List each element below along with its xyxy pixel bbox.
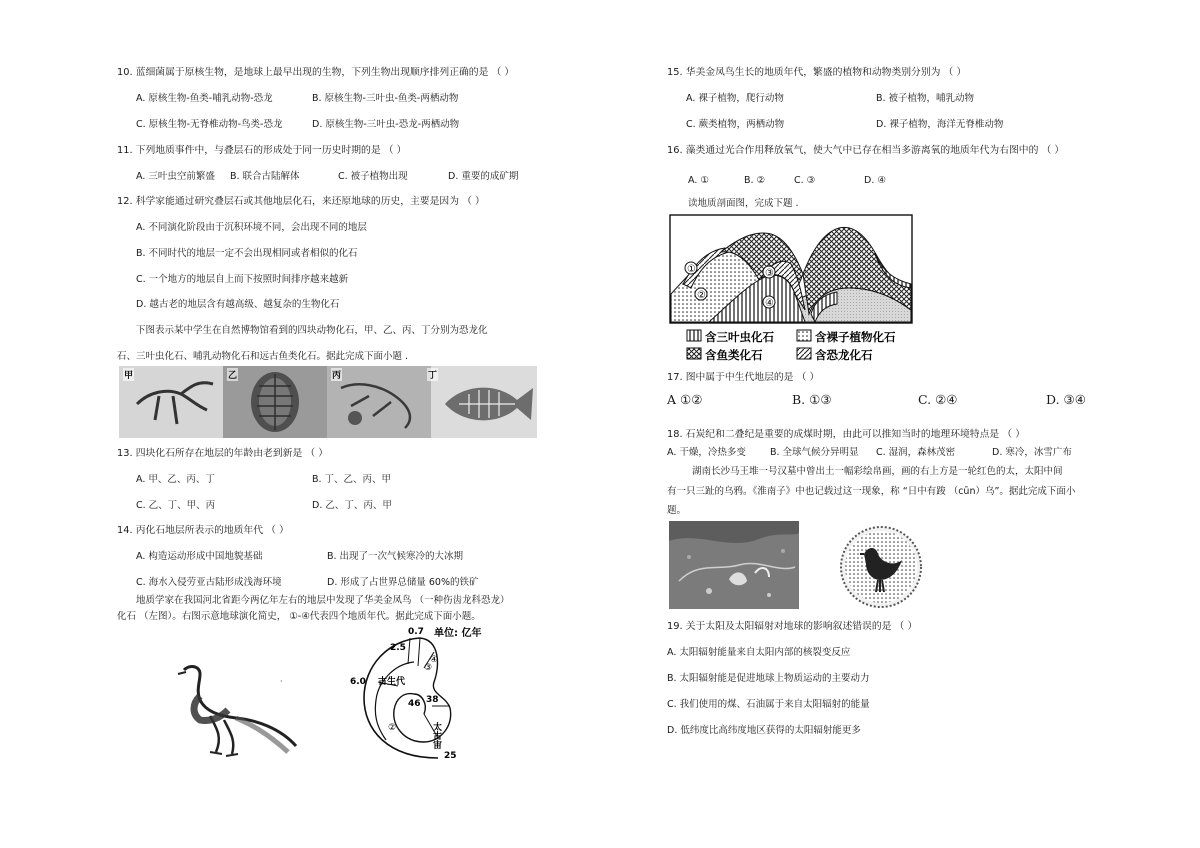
sun-crow-drawing: [836, 524, 926, 610]
q18-option-c: C. 湿润，森林茂密: [876, 447, 956, 458]
legend-swatch-fish: [687, 348, 701, 359]
q16-option-c: C. ③: [794, 175, 816, 186]
fossil-intro-line-2: 石、三叶虫化石、哺乳动物化石和远古鱼类化石。据此完成下面小题 .: [117, 351, 409, 362]
q18-option-b: B. 全球气候分异明显: [770, 447, 859, 458]
q12-option-b: B. 不同时代的地层一定不会出现相同或者相似的化石: [136, 248, 358, 259]
q12-option-d: D. 越古老的地层含有越高级、越复杂的生物化石: [136, 299, 340, 310]
q13-option-a: A. 甲、乙、丙、丁: [136, 474, 215, 485]
q19-option-c: C. 我们使用的煤、石油属于来自太阳辐射的能量: [667, 699, 870, 710]
q16-option-b: B. ②: [744, 175, 766, 186]
spiral-marker-3: ③: [424, 663, 433, 673]
q15-option-b: B. 被子植物，哺乳动物: [876, 93, 975, 104]
spiral-marker-4: ④: [430, 655, 439, 665]
q19-option-d: D. 低纬度比高纬度地区获得的太阳辐射能更多: [667, 725, 861, 736]
q19-stem: 19. 关于太阳及太阳辐射对地球的影响叙述错误的是 （ ）: [667, 621, 918, 632]
geological-cross-section: [669, 214, 913, 364]
q14-option-c: C. 海水入侵劳亚古陆形成浅海环境: [136, 577, 282, 588]
q15-option-c: C. 蕨类植物，两栖动物: [686, 119, 785, 130]
legend-swatch-trilobite: [687, 330, 701, 341]
crow-intro-line-1: 湖南长沙马王堆一号汉墓中曾出土一幅彩绘帛画，画的右上方是一轮红色的太，太阳中间: [692, 466, 1063, 477]
q11-option-a: A. 三叶虫空前繁盛: [136, 171, 215, 182]
q14-option-b: B. 出现了一次气候寒冷的大冰期: [327, 551, 464, 562]
crow-intro-line-3: 题。: [667, 505, 687, 516]
q13-option-b: B. 丁、乙、丙、甲: [312, 474, 392, 485]
q10-stem: 10. 蓝细菌属于原核生物，是地球上最早出现的生物，下列生物出现顺序排列正确的是 （ ）: [117, 67, 515, 78]
q15-option-d: D. 裸子植物，海洋无脊椎动物: [876, 119, 1004, 130]
stray-mark: ·: [280, 677, 283, 686]
q19-option-a: A. 太阳辐射能量来自太阳内部的核裂变反应: [667, 647, 851, 658]
spiral-era-archean: 太古宙: [431, 722, 441, 749]
spiral-era-paleozoic: 古生代: [378, 677, 406, 687]
q15-stem: 15. 华美金凤鸟生长的地质年代，繁盛的植物和动物类别分别为 （ ）: [667, 67, 967, 78]
fossil-photo-strip: [119, 366, 537, 438]
q11-option-c: C. 被子植物出现: [338, 171, 408, 182]
legend-swatch-gymnosperm: [797, 330, 811, 341]
section-marker-2: ②: [697, 290, 706, 301]
q19-option-b: B. 太阳辐射能是促进地球上物质运动的主要动力: [667, 673, 870, 684]
bird-intro-line-2: 化石 （左图）。右图示意地球演化简史， ①-④代表四个地质年代。据此完成下面小题。: [117, 611, 481, 622]
q12-stem: 12. 科学家能通过研究叠层石或其他地层化石，来还原地球的历史，主要是因为 （ ）: [117, 196, 485, 207]
q18-option-a: A. 干燥，冷热多变: [667, 447, 746, 458]
section-intro: 读地质剖面图，完成下题 .: [688, 198, 799, 209]
silk-painting-photo: [669, 521, 799, 609]
crow-intro-line-2: 有一只三趾的乌鸦。《淮南子》中也记载过这一现象，称 “日中有踆 （cūn）乌”。据此完成下面小: [667, 486, 1076, 497]
q14-option-a: A. 构造运动形成中国地貌基础: [136, 551, 263, 562]
fossil-label-jia: 甲: [123, 368, 134, 381]
q17-option-d: D. ③④: [1046, 392, 1086, 407]
section-marker-3: ③: [765, 268, 774, 279]
q15-option-a: A. 裸子植物，爬行动物: [686, 93, 784, 104]
spiral-label-2-5: 2.5: [390, 643, 406, 653]
q13-option-c: C. 乙、丁、甲、丙: [136, 500, 216, 511]
q10-option-a: A. 原核生物-鱼类-哺乳动物-恐龙: [136, 93, 273, 104]
fossil-label-yi: 乙: [227, 368, 238, 381]
q14-stem: 14. 丙化石地层所表示的地质年代 （ ）: [117, 525, 289, 536]
q17-option-c: C. ②④: [918, 392, 958, 407]
legend-fish: 含鱼类化石: [705, 348, 763, 362]
spiral-label-6-0: 6.0: [350, 677, 366, 687]
q10-option-d: D. 原核生物-三叶虫-恐龙-两栖动物: [312, 119, 460, 130]
q18-option-d: D. 寒冷，冰雪广布: [992, 447, 1072, 458]
q18-stem: 18. 石炭纪和二叠纪是重要的成煤时期，由此可以推知当时的地理环境特点是 （ ）: [667, 429, 1026, 440]
legend-swatch-dinosaur: [797, 348, 811, 359]
q17-option-a: A ①②: [667, 392, 703, 407]
spiral-label-38: 38: [426, 695, 439, 705]
q13-stem: 13. 四块化石所存在地层的年龄由老到新是 （ ）: [117, 448, 329, 459]
q11-stem: 11. 下列地质事件中，与叠层石的形成处于同一历史时期的是 （ ）: [117, 145, 407, 156]
spiral-label-25: 25: [444, 751, 457, 761]
bird-intro-line-1: 地质学家在我国河北省距今两亿年左右的地层中发现了华美金凤鸟 （一种伤齿龙科恐龙）: [136, 595, 510, 606]
legend-trilobite: 含三叶虫化石: [705, 330, 774, 344]
q13-option-d: D. 乙、丁、丙、甲: [312, 500, 392, 511]
q11-option-d: D. 重要的成矿期: [448, 171, 519, 182]
fossil-label-ding: 丁: [427, 368, 438, 381]
q11-option-b: B. 联合古陆解体: [230, 171, 300, 182]
fossil-label-bing: 丙: [331, 368, 342, 381]
q16-option-d: D. ④: [864, 175, 886, 186]
golden-phoenix-bird-drawing: [170, 660, 300, 760]
section-marker-4: ④: [765, 298, 774, 309]
spiral-marker-2: ②: [388, 723, 397, 733]
q10-option-c: C. 原核生物-无脊椎动物-鸟类-恐龙: [136, 119, 283, 130]
q16-option-a: A. ①: [688, 175, 709, 186]
q16-stem: 16. 藻类通过光合作用释放氧气，使大气中已存在相当多游离氧的地质年代为右图中的 （ ）: [667, 145, 1065, 156]
fossil-intro-line-1: 下图表示某中学生在自然博物馆看到的四块动物化石，甲、乙、丙、丁分别为恐龙化: [136, 325, 488, 336]
q14-option-d: D. 形成了占世界总储量 60%的铁矿: [327, 577, 479, 588]
q12-option-a: A. 不同演化阶段由于沉积环境不同，会出现不同的地层: [136, 222, 367, 233]
spiral-label-0-7: 0.7: [408, 627, 424, 637]
legend-dinosaur: 含恐龙化石: [815, 348, 873, 362]
section-marker-1: ①: [687, 264, 696, 275]
q12-option-c: C. 一个地方的地层自上而下按照时间排序越来越新: [136, 274, 349, 285]
legend-gymnosperm: 含裸子植物化石: [815, 330, 896, 344]
earth-history-spiral-diagram: [348, 622, 488, 764]
q10-option-b: B. 原核生物-三叶虫-鱼类-两栖动物: [312, 93, 459, 104]
q17-option-b: B. ①③: [792, 392, 832, 407]
spiral-label-46: 46: [408, 699, 421, 709]
spiral-unit-label: 单位: 亿年: [434, 628, 482, 639]
q17-stem: 17. 图中属于中生代地层的是 （ ）: [667, 372, 820, 383]
